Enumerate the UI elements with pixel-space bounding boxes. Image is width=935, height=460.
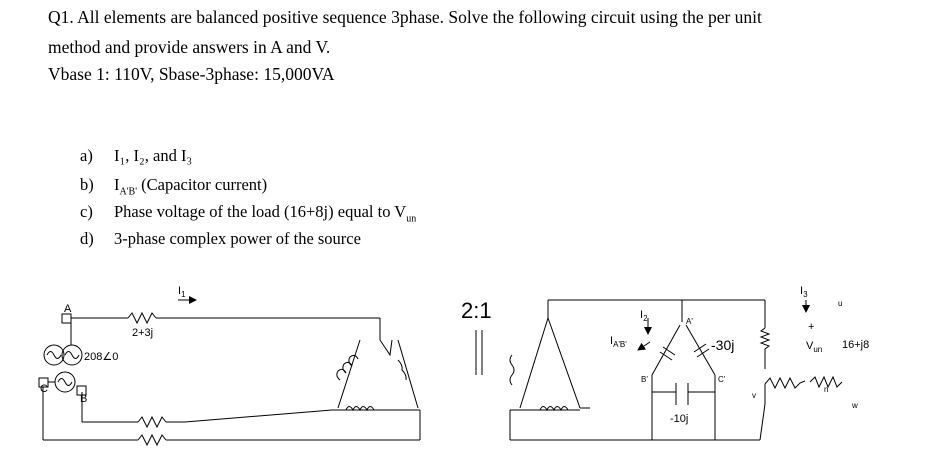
item-a [80,146,192,166]
question-line-3: Vbase 1: 110V, Sbase-3phase: 15,000VA [48,64,335,84]
item-b [80,175,267,202]
question-line-1: Q1. All elements are balanced positive sequence 3phase. Solve the following circuit using the per unit [48,7,762,27]
sec-left-edge [520,318,548,408]
transformer-secondary [510,300,765,440]
prim-left-edge [338,340,360,408]
iab-arrow [638,342,650,350]
cap-plate-3 [694,344,706,352]
cap-a-prime-to-b-prime [652,325,680,375]
item-a-label: a) [80,146,93,165]
load-u-resistor [761,328,769,369]
cap-current-label: $I_{A'B'}$ [610,335,627,349]
source-section [39,300,215,445]
node-u-label: u [838,299,843,308]
item-b-rest: (Capacitor current) [137,175,268,194]
current-1-label: $I_1$ [178,285,186,299]
node-a-box [62,314,71,323]
node-b-prime-label: B' [641,375,648,384]
item-c-label: c) [80,202,93,221]
cap-bottom-value-label: -10j [670,413,689,425]
plus-label: + [808,321,815,333]
sec-bottom-winding [540,407,568,411]
source-voltage-label: 208∠0 [84,351,119,363]
node-a-label: A [64,303,72,315]
line-a-resistor [128,313,156,323]
item-a-text: I₁, I₂, and I₃ [114,146,193,165]
node-n-label: n [824,385,829,394]
cap-plate-4 [697,349,709,357]
load-wye [760,300,842,440]
node-v-label: v [752,391,756,400]
line-impedance-label: 2+3j [132,327,154,339]
source-c-wave [58,379,72,386]
prim-left-winding [337,355,358,380]
transformer-primary [185,318,420,440]
item-c-main: Phase voltage of the load (16+8j) equal to V [114,202,407,221]
item-b-main: I [114,175,120,194]
load-v-resistor [765,378,805,388]
vun-label: $V_{un}$ [806,340,823,354]
load-v-to-bottom [760,404,765,440]
current-3-label: $I_3$ [800,285,808,299]
load-impedance-label: 16+j8 [842,339,870,351]
node-b-label: B [80,393,88,405]
prim-right-edge [398,340,418,408]
turns-ratio-label: 2:1 [461,298,492,323]
cap-top-value-label: -30j [711,337,735,353]
sec-right-edge [548,318,580,408]
circuit-diagram [0,272,935,460]
item-b-sub: A'B' [119,186,137,198]
source-a-wave [47,352,61,359]
item-b-label: b) [80,175,94,194]
node-c-label: C [40,383,48,395]
question-line-2: method and provide answers in A and V. [48,37,331,57]
prim-top-right-leg [380,340,392,355]
cap-plate-2 [663,347,675,355]
source-b-wave [65,352,79,359]
node-a-prime-label: A' [686,317,693,326]
item-c [80,202,416,229]
ideal-core [476,330,482,375]
item-d [80,229,361,249]
item-d-label: d) [80,229,94,248]
current-2-label: $I_2$ [640,309,648,323]
item-d-text: 3-phase complex power of the source [114,229,361,248]
line-c-resistor [138,435,166,445]
prim-bottom-winding [346,407,374,411]
prim-left-lead [185,410,332,422]
node-w-label: w [852,401,858,410]
node-c-prime-label: C' [718,375,726,384]
item-c-sub: un [406,213,417,225]
sec-left-winding [510,355,514,385]
cap-plate-1 [660,352,672,360]
line-b-resistor [138,417,166,427]
